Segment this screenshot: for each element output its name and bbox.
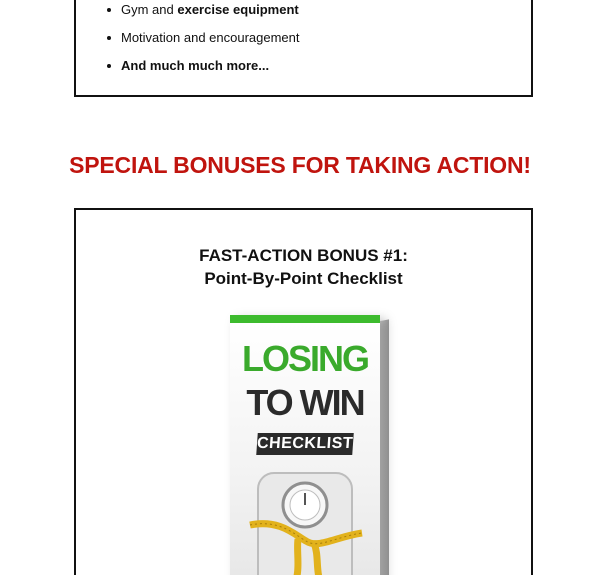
list-item-bold-text: And much much more...	[121, 58, 270, 73]
list-item-text: Motivation and encouragement	[121, 30, 300, 45]
special-bonuses-heading: SPECIAL BONUSES FOR TAKING ACTION!	[69, 152, 531, 178]
features-box	[74, 0, 533, 97]
bullet-icon	[107, 36, 111, 40]
list-item-bold-text: exercise equipment	[177, 2, 299, 17]
scale-with-tape-icon	[240, 463, 370, 575]
bonus-title-line1: FAST-ACTION BONUS #1:	[199, 246, 408, 265]
cover-title-line3: CHECKLIST	[256, 433, 354, 455]
cover-title-line1: LOSING	[241, 338, 368, 379]
ebook-cover-image	[230, 315, 390, 575]
list-item	[107, 2, 300, 30]
bonus-title	[76, 244, 531, 290]
ebook-spine	[380, 319, 389, 575]
list-item	[107, 30, 300, 58]
list-item-text: Gym and	[121, 2, 178, 17]
list-item	[107, 58, 300, 86]
bonus-box	[74, 208, 533, 575]
bullet-icon	[107, 8, 111, 12]
bonus-title-line2: Point-By-Point Checklist	[204, 269, 403, 288]
features-list	[107, 2, 300, 86]
bullet-icon	[107, 64, 111, 68]
cover-title-line2: TO WIN	[246, 382, 364, 423]
ebook-cover-front	[230, 315, 380, 575]
